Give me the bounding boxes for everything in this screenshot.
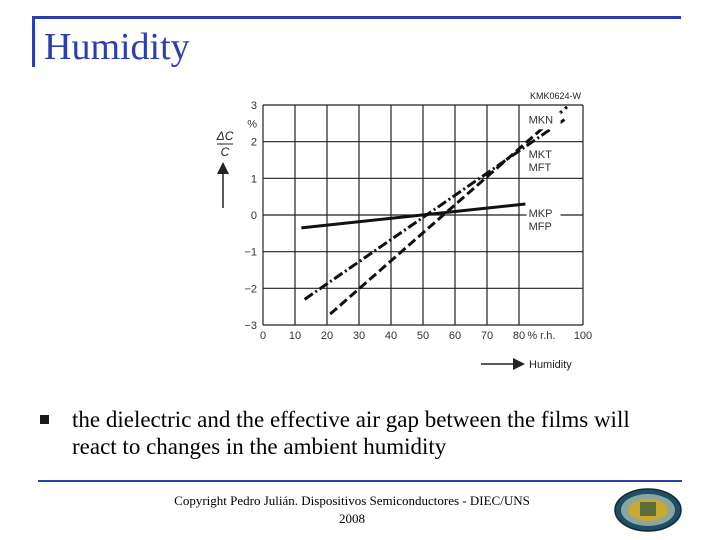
y-tick-label: 3 [250, 100, 257, 112]
x-tick-label: 40 [384, 330, 398, 342]
footer-line-2: 2008 [339, 511, 365, 526]
y-tick-label: 1 [250, 173, 257, 186]
y-tick-label: −1 [244, 246, 257, 259]
x-tick-label: 30 [352, 330, 366, 342]
x-axis-label: Humidity [529, 359, 572, 371]
x-tick-label: 10 [288, 330, 302, 342]
y-unit-label: % [247, 118, 257, 131]
series-label: MKN [528, 114, 554, 127]
footer-line-1: Copyright Pedro Julián. Dispositivos Semiconductores - DIEC/UNS [174, 493, 530, 508]
y-tick-label: 2 [250, 136, 257, 149]
y-tick-label: −2 [244, 283, 257, 296]
footer-copyright [130, 492, 574, 528]
x-tick-label: 60 [448, 330, 462, 342]
x-tick-label: 20 [320, 330, 334, 342]
x-unit-label: % r.h. [527, 330, 556, 342]
series-label: MFT [528, 162, 552, 175]
x-tick-label: 100 [573, 330, 593, 342]
series-label: MKT [528, 149, 552, 162]
y-axis-label-denominator: C [220, 145, 230, 159]
y-tick-label: 0 [250, 210, 257, 222]
humidity-chart [205, 88, 605, 378]
x-tick-label: 0 [259, 330, 267, 342]
slide-title: Humidity [44, 26, 190, 68]
square-bullet-icon [40, 415, 49, 424]
x-tick-label: 80 [512, 330, 526, 342]
university-seal-icon [612, 487, 684, 533]
y-axis-label-numerator: ΔC [216, 129, 234, 143]
series-label: MFP [528, 220, 552, 233]
series-label: MKP [528, 207, 553, 220]
x-tick-label: 70 [480, 330, 494, 342]
x-tick-label: 50 [416, 330, 430, 342]
chart-code-label: KMK0624-W [529, 91, 581, 101]
y-tick-label: −3 [244, 320, 257, 332]
bullet-text: the dielectric and the effective air gap between the films will react to changes in the ambient humidity [72, 407, 630, 459]
footer-rule [38, 480, 682, 482]
